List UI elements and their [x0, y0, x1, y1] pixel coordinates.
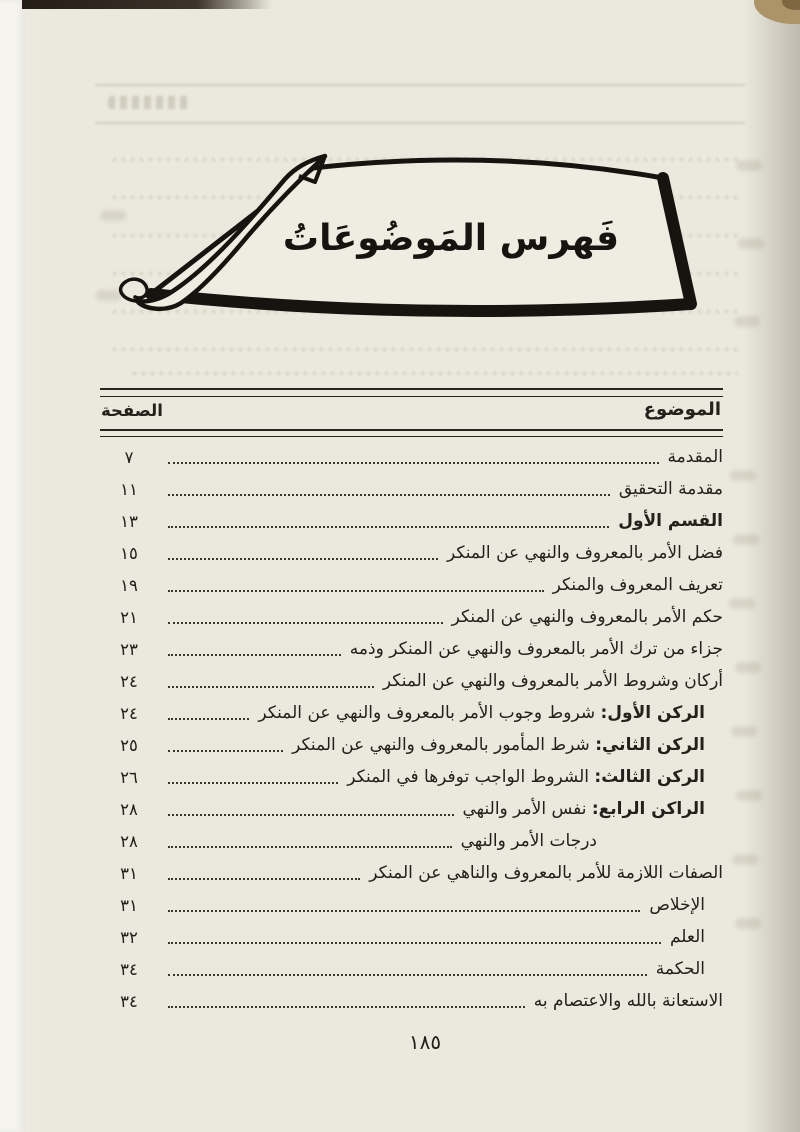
toc-row: [100, 441, 723, 473]
dotted-leader: [168, 526, 609, 528]
entry-title: [258, 703, 705, 723]
entry-bold-prefix: الركن الأول:: [600, 703, 705, 723]
bleed-through-line: [130, 370, 738, 377]
entry-page-number: ٧: [124, 447, 134, 467]
entry-page-number: ٢١: [120, 607, 138, 627]
bleed-through-mark: [734, 316, 760, 327]
entry-title: [534, 991, 723, 1011]
column-header-page: الصفحة: [101, 401, 163, 420]
bleed-through-mark: [732, 854, 758, 865]
entry-title: [463, 799, 706, 819]
page-left-edge: [0, 0, 25, 1132]
toc-row: [100, 473, 723, 505]
entry-page-number: ٢٥: [120, 735, 138, 755]
toc-row: [100, 953, 723, 985]
dotted-leader: [168, 878, 360, 880]
toc-row: [100, 697, 723, 729]
header-rule-bottom-1: [100, 429, 723, 431]
entry-title-text: الإخلاص: [649, 895, 705, 915]
dotted-leader: [168, 910, 640, 912]
dotted-leader: [168, 782, 338, 784]
entry-title-text: القسم الأول: [618, 511, 723, 531]
entry-page-number: ٢٤: [120, 703, 138, 723]
entry-title-text: الصفات اللازمة للأمر بالمعروف والناهي عن المنكر: [369, 863, 723, 883]
toc-row: [100, 601, 723, 633]
entry-title-text: العلم: [669, 927, 705, 947]
bleed-through-mark: [735, 662, 761, 673]
bleed-through-mark: [729, 598, 755, 609]
entry-page-number: ٣٤: [120, 991, 138, 1011]
bleed-through-mark: [736, 790, 762, 801]
entry-title: [383, 671, 723, 691]
scan-dark-strip: [22, 0, 272, 9]
entry-page-number: ٢٨: [120, 799, 138, 819]
dotted-leader: [168, 1006, 525, 1008]
bleed-through-word: [108, 96, 192, 109]
toc-row: [100, 569, 723, 601]
toc-row: [100, 665, 723, 697]
toc-row: [100, 889, 723, 921]
entry-page-number: ١١: [120, 479, 138, 499]
entry-page-number: ١٩: [120, 575, 138, 595]
entry-title-text: حكم الأمر بالمعروف والنهي عن المنكر: [451, 607, 723, 627]
bleed-through-mark: [735, 918, 761, 929]
entry-title-text: الشروط الواجب توفرها في المنكر: [347, 767, 595, 787]
title-banner: [113, 144, 701, 358]
entry-title: [452, 607, 723, 627]
entry-page-number: ١٥: [120, 543, 138, 563]
entry-title-text: شروط وجوب الأمر بالمعروف والنهي عن المنكر: [258, 703, 601, 723]
header-rule-top-1: [100, 388, 723, 390]
toc-row: [100, 729, 723, 761]
bleed-through-mark: [738, 238, 764, 249]
entry-page-number: ٢٨: [120, 831, 138, 851]
entry-page-number: ١٣: [120, 511, 138, 531]
entry-page-number: ٣١: [120, 895, 138, 915]
dotted-leader: [168, 686, 374, 688]
toc-row: [100, 633, 723, 665]
entry-title-text: تعريف المعروف والمنكر: [552, 575, 723, 595]
entry-title-text: فضل الأمر بالمعروف والنهي عن المنكر: [447, 543, 723, 563]
entry-title: [656, 959, 705, 979]
toc-row: [100, 505, 723, 537]
entry-page-number: ٣١: [120, 863, 138, 883]
dotted-leader: [168, 590, 544, 592]
folio-page-number: ١٨٥: [408, 1030, 442, 1054]
entry-title: [292, 735, 705, 755]
bleed-through-mark: [736, 160, 762, 171]
entry-title-text: الحكمة: [655, 959, 705, 979]
entry-title: [619, 479, 723, 499]
entry-title: [347, 767, 705, 787]
entry-title: [618, 511, 723, 531]
entry-title-text: المقدمة: [667, 447, 723, 467]
toc-row: [100, 537, 723, 569]
entry-title-text: نفس الأمر والنهي: [462, 799, 592, 819]
banner-title: فَهرس المَوضُوعَاتُ: [282, 218, 620, 259]
entry-title-text: أركان وشروط الأمر بالمعروف والنهي عن المنكر: [382, 671, 723, 691]
bleed-through-rule: [95, 84, 745, 86]
entry-title-text: جزاء من ترك الأمر بالمعروف والنهي عن المنكر وذمه: [349, 639, 723, 659]
dotted-leader: [168, 558, 438, 560]
entry-title: [649, 895, 705, 915]
entry-title: [369, 863, 723, 883]
dotted-leader: [168, 814, 454, 816]
dotted-leader: [168, 846, 452, 848]
entry-title: [670, 927, 705, 947]
header-rule-top-2: [100, 396, 723, 398]
entry-title: [668, 447, 723, 467]
toc-row: [100, 985, 723, 1017]
entry-title: [350, 639, 723, 659]
entry-bold-prefix: الركن الثالث:: [594, 767, 705, 787]
toc-row: [100, 825, 723, 857]
dotted-leader: [168, 494, 610, 496]
entry-page-number: ٣٤: [120, 959, 138, 979]
header-rule-bottom-2: [100, 436, 723, 438]
bleed-through-mark: [731, 726, 757, 737]
dotted-leader: [168, 718, 249, 720]
entry-title-text: الاستعانة بالله والاعتصام به: [533, 991, 723, 1011]
toc-list: [100, 441, 723, 1017]
dotted-leader: [168, 654, 341, 656]
toc-row: [100, 761, 723, 793]
toc-row: [100, 793, 723, 825]
bleed-through-mark: [730, 470, 756, 481]
dotted-leader: [168, 622, 443, 624]
toc-row: [100, 857, 723, 889]
entry-title-text: مقدمة التحقيق: [618, 479, 723, 499]
dotted-leader: [168, 974, 647, 976]
entry-bold-prefix: الراكن الرابع:: [591, 799, 705, 819]
dotted-leader: [168, 750, 283, 752]
entry-title: [553, 575, 723, 595]
dotted-leader: [168, 462, 659, 464]
toc-row: [100, 921, 723, 953]
entry-page-number: ٣٢: [120, 927, 138, 947]
entry-title-text: شرط المأمور بالمعروف والنهي عن المنكر: [292, 735, 596, 755]
banner-curl: [121, 279, 147, 301]
entry-bold-prefix: الركن الثاني:: [595, 735, 705, 755]
column-header-topic: الموضوع: [643, 399, 721, 420]
entry-page-number: ٢٤: [120, 671, 138, 691]
entry-title-text: درجات الأمر والنهي: [460, 831, 597, 851]
dotted-leader: [168, 942, 661, 944]
bleed-through-mark: [733, 534, 759, 545]
entry-title: [447, 543, 723, 563]
entry-page-number: ٢٣: [120, 639, 138, 659]
entry-page-number: ٢٦: [120, 767, 138, 787]
bleed-through-rule: [95, 122, 745, 124]
entry-title: [461, 831, 597, 851]
